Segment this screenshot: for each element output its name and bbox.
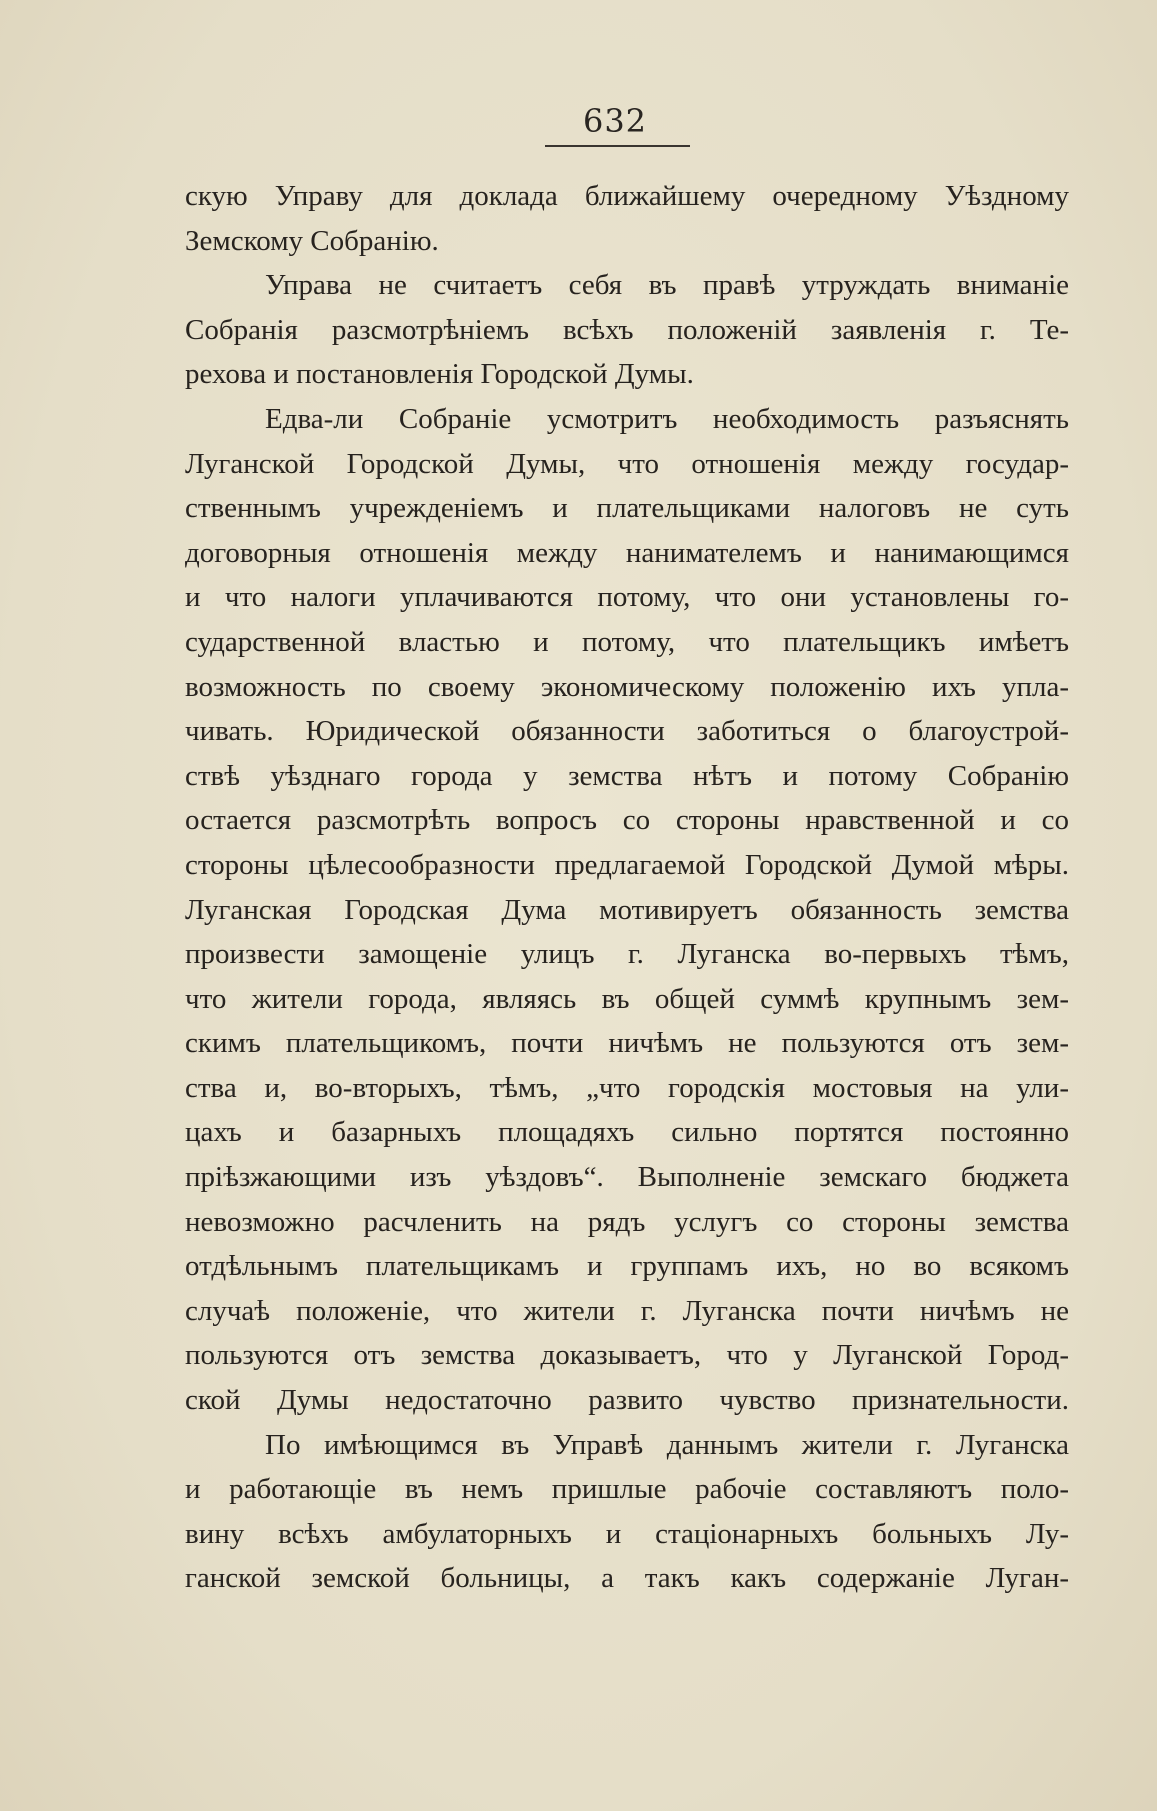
body-text xyxy=(185,174,1069,1601)
text-line: отдѣльнымъ плательщикамъ и группамъ ихъ, но во всякомъ xyxy=(185,1250,1069,1283)
text-line: стороны цѣлесообразности предлагаемой Городской Думой мѣры. xyxy=(185,848,1069,881)
text-line: пользуются отъ земства доказываетъ, что у Луганской Город- xyxy=(185,1339,1069,1372)
text-line: скую Управу для доклада ближайшему очередному Уѣздному xyxy=(185,180,1069,212)
text-line: Собранія разсмотрѣніемъ всѣхъ положеній заявленія г. Те- xyxy=(185,313,1069,346)
text-line: возможность по своему экономическому положенію ихъ упла- xyxy=(185,670,1069,703)
text-line: вину всѣхъ амбулаторныхъ и стаціонарныхъ больныхъ Лу- xyxy=(185,1517,1069,1550)
text-line: случаѣ положеніе, что жители г. Луганска почти ничѣмъ не xyxy=(185,1294,1069,1327)
text-line: ствѣ уѣзднаго города у земства нѣтъ и потому Собранію xyxy=(185,759,1069,792)
text-line: ства и, во-вторыхъ, тѣмъ, „что городскія мостовыя на ули- xyxy=(185,1071,1069,1104)
text-line: По имѣющимся въ Управѣ даннымъ жители г. Луганска xyxy=(265,1428,1069,1461)
text-line: цахъ и базарныхъ площадяхъ сильно портятся постоянно xyxy=(185,1116,1069,1149)
page-number: 632 xyxy=(582,102,648,140)
text-line: Луганской Городской Думы, что отношенія между государ- xyxy=(185,447,1069,480)
text-line: скимъ плательщикомъ, почти ничѣмъ не пользуются отъ зем- xyxy=(185,1027,1069,1060)
text-line: сударственной властью и потому, что плательщикъ имѣетъ xyxy=(185,625,1069,658)
text-line: Управа не считаетъ себя въ правѣ утруждать вниманіе xyxy=(265,269,1069,302)
text-line: ской Думы недостаточно развито чувство признательности. xyxy=(185,1384,1069,1417)
text-line: Земскому Собранію. xyxy=(185,224,439,257)
text-line: произвести замощеніе улицъ г. Луганска во-первыхъ тѣмъ, xyxy=(185,938,1069,971)
text-line: и работающіе въ немъ пришлые рабочіе составляютъ поло- xyxy=(185,1473,1069,1506)
text-line: что жители города, являясь въ общей суммѣ крупнымъ зем- xyxy=(185,982,1069,1015)
text-line: ганской земской больницы, а такъ какъ содержаніе Луган- xyxy=(185,1562,1069,1595)
text-line: договорныя отношенія между нанимателемъ и нанимающимся xyxy=(185,536,1069,569)
text-line: остается разсмотрѣть вопросъ со стороны нравственной и со xyxy=(185,804,1069,837)
text-line: и что налоги уплачиваются потому, что они установлены го- xyxy=(185,581,1069,614)
text-line: чивать. Юридической обязанности заботиться о благоустрой- xyxy=(185,715,1069,748)
text-line: Луганская Городская Дума мотивируетъ обязанность земства xyxy=(185,893,1069,926)
text-line: пріѣзжающими изъ уѣздовъ“. Выполненіе земскаго бюджета xyxy=(185,1161,1069,1194)
text-line: невозможно расчленить на рядъ услугъ со стороны земства xyxy=(185,1205,1069,1238)
text-line: Едва-ли Собраніе усмотритъ необходимость разъяснять xyxy=(265,402,1069,435)
page-number-rule xyxy=(545,145,690,147)
text-line: ственнымъ учрежденіемъ и плательщиками налоговъ не суть xyxy=(185,492,1069,525)
text-line: рехова и постановленія Городской Думы. xyxy=(185,358,694,391)
